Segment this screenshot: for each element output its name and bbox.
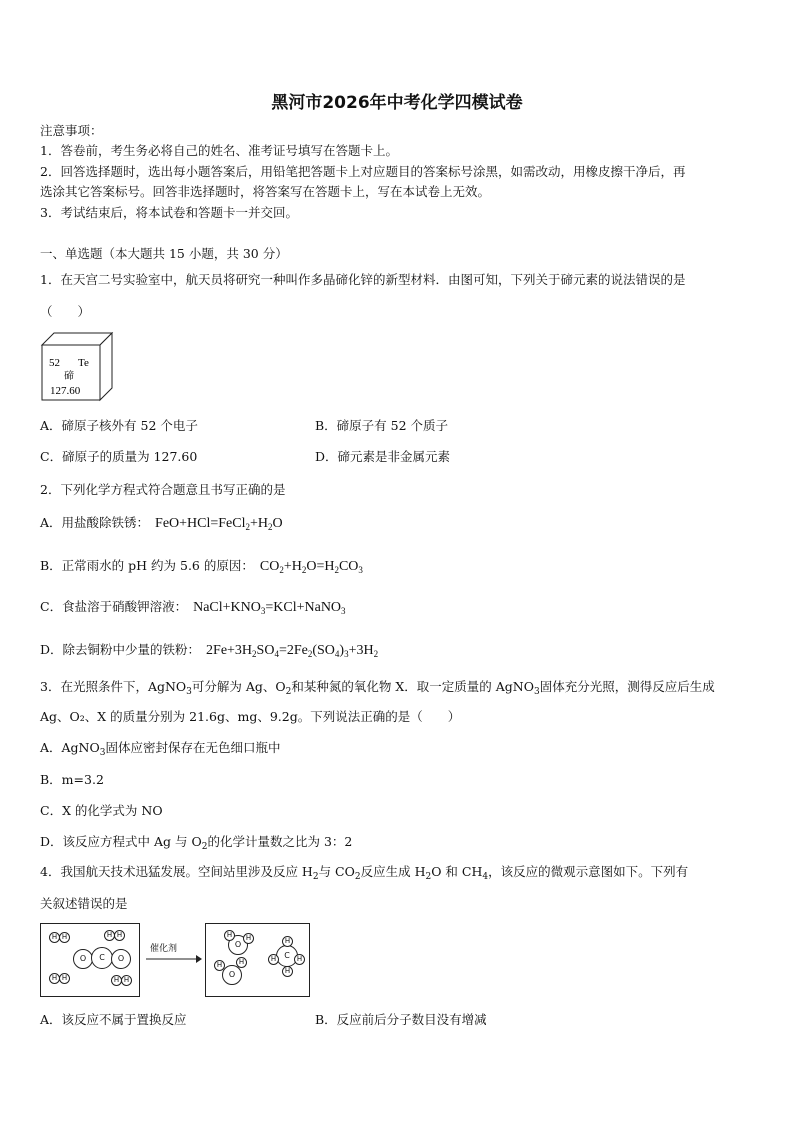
h-atom: H — [104, 930, 115, 941]
element-name: 碲 — [64, 371, 74, 382]
element-number: 52 — [49, 357, 60, 369]
q2-option-a-equation: $FeO+HCl=FeCl_2+H_2O$ — [155, 516, 283, 532]
reaction-arrow-icon — [146, 954, 202, 964]
q1-option-c: C．碲原子的质量为 127.60 — [40, 449, 198, 464]
h-atom: H — [114, 930, 125, 941]
c-atom: C — [276, 945, 298, 967]
q2-option-c — [40, 597, 346, 616]
q2-option-c-text: C．食盐溶于硝酸钾溶液： — [40, 599, 188, 614]
q1-stem: 1．在天宫二号实验室中，航天员将研究一种叫作多晶碲化锌的新型材料．由图可知，下列关于碲元素的说法错误的是 — [40, 272, 686, 287]
o-atom: O — [222, 965, 242, 985]
h-atom: H — [224, 930, 235, 941]
notice-item-3: 3．考试结束后，将本试卷和答题卡一并交回。 — [40, 205, 298, 220]
q2-option-d-equation: $2Fe+3H_2SO_4=2Fe_2(SO_4)_3+3H_2$ — [206, 643, 379, 659]
q2-option-b-equation: $CO_2+H_2O=H_2CO_3$ — [259, 559, 363, 575]
o-atom: O — [228, 935, 248, 955]
h-atom: H — [59, 932, 70, 943]
reactants-box — [40, 923, 140, 997]
section-heading: 一、单选题（本大题共 15 小题，共 30 分） — [40, 246, 288, 261]
q1-stem-paren: （ ） — [40, 304, 91, 319]
q2-option-d — [40, 640, 378, 659]
q2-option-d-text: D．除去铜粉中少量的铁粉： — [40, 642, 201, 657]
element-symbol: Te — [78, 357, 89, 369]
catalyst-label: 催化剂 — [150, 944, 178, 954]
q3-option-c: C．X 的化学式为 NO — [40, 803, 163, 818]
page-title: 黑河市2026年中考化学四模试卷 — [271, 93, 523, 113]
h-atom: H — [49, 932, 60, 943]
q3-option-b: B．m=3.2 — [40, 772, 104, 787]
q3-stem-line2: Ag、O₂、X 的质量分别为 21.6g、mg、9.2g。下列说法正确的是（ ） — [40, 709, 461, 724]
q2-option-a — [40, 513, 283, 532]
q4-option-a: A．该反应不属于置换反应 — [40, 1012, 187, 1027]
notice-heading: 注意事项： — [40, 123, 103, 138]
h-atom: H — [282, 966, 293, 977]
h-atom: H — [214, 960, 225, 971]
h-atom: H — [268, 954, 279, 965]
q1-option-b: B．碲原子有 52 个质子 — [315, 418, 449, 433]
q4-option-b: B．反应前后分子数目没有增减 — [315, 1012, 487, 1027]
q3-option-d: D．该反应方程式中 Ag 与 $O_2$的化学计量数之比为 3：2 — [40, 834, 353, 852]
element-cube-figure — [40, 332, 114, 402]
notice-item-2: 2．回答选择题时，选出每小题答案后，用铅笔把答题卡上对应题目的答案标号涂黑，如需改动，用橡皮擦干净后，再 — [40, 164, 686, 179]
q2-stem: 2．下列化学方程式符合题意且书写正确的是 — [40, 482, 286, 497]
q3-option-a: A．AgNO$_3$固体应密封保存在无色细口瓶中 — [40, 740, 281, 758]
h-atom: H — [49, 973, 60, 984]
h-atom: H — [282, 936, 293, 947]
products-box — [205, 923, 310, 997]
notice-item-1: 1．答卷前，考生务必将自己的姓名、准考证号填写在答题卡上。 — [40, 143, 398, 158]
o-atom: O — [111, 949, 131, 969]
h-atom: H — [59, 973, 70, 984]
q4-stem-line1: 4．我国航天技术迅猛发展。空间站里涉及反应 $H_2$与 $CO_2$反应生成 $H_2O$ 和 $CH_4$，该反应的微观示意图如下。下列有 — [40, 864, 689, 882]
notice-item-2-cont: 选涂其它答案标号。回答非选择题时，将答案写在答题卡上，写在本试卷上无效。 — [40, 184, 491, 199]
q2-option-b-text: B．正常雨水的 pH 约为 5.6 的原因： — [40, 558, 254, 573]
q2-option-a-text: A．用盐酸除铁锈： — [40, 515, 150, 530]
h-atom: H — [121, 975, 132, 986]
o-atom: O — [73, 949, 93, 969]
h-atom: H — [294, 954, 305, 965]
h-atom: H — [236, 957, 247, 968]
q4-stem-line2: 关叙述错误的是 — [40, 896, 128, 911]
q2-option-c-equation: $NaCl+KNO_3=KCl+NaNO_3$ — [193, 600, 346, 616]
q3-stem-line1: 3．在光照条件下，AgNO$_3$可分解为 Ag、$O_2$和某种氮的氧化物 X．取一定质量的 AgNO$_3$固体充分光照，测得反应后生成 — [40, 679, 715, 697]
h-atom: H — [243, 933, 254, 944]
q1-option-a: A．碲原子核外有 52 个电子 — [40, 418, 198, 433]
q2-option-b — [40, 556, 363, 575]
h-atom: H — [111, 975, 122, 986]
c-atom: C — [91, 947, 113, 969]
element-mass: 127.60 — [50, 385, 81, 397]
q1-option-d: D．碲元素是非金属元素 — [315, 449, 451, 464]
